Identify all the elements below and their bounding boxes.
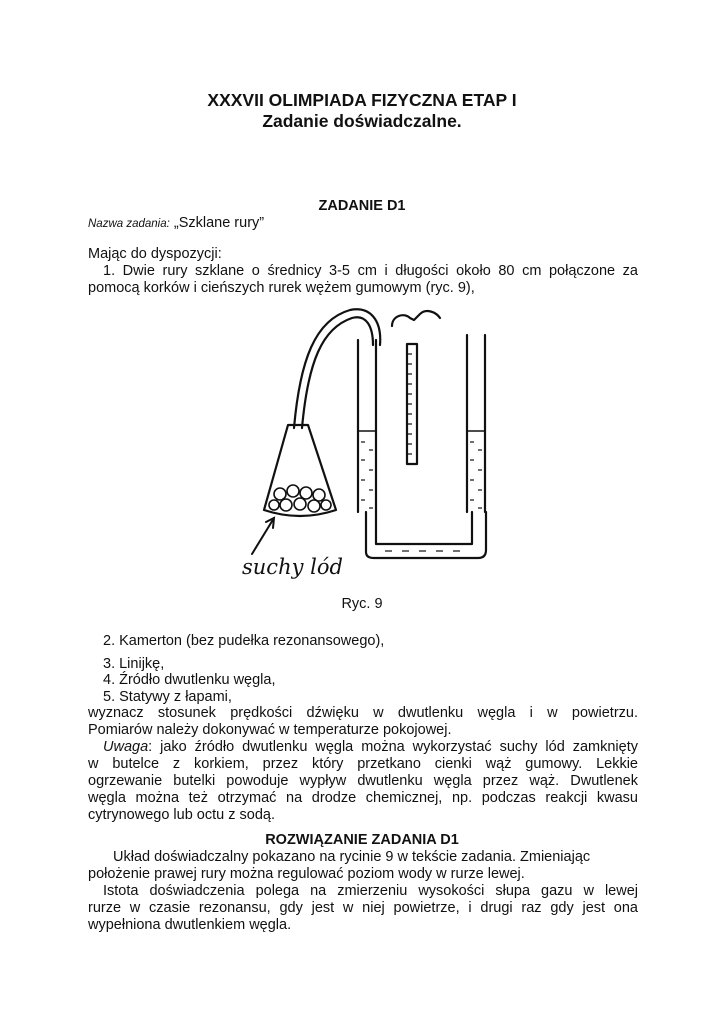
note-line-1 <box>103 738 638 756</box>
solution-p2-line-2: rurze w czasie rezonansu, gdy jest w niej powietrze, i drugi raz gdy jest ona <box>88 900 638 916</box>
task-name-value: „Szklane rury” <box>173 215 265 231</box>
task-name-label: Nazwa zadania: <box>88 218 170 230</box>
solution-p1-line-2: położenie prawej rury można regulować poziom wody w rurze lewej. <box>88 866 525 882</box>
note-text: : jako źródło dwutlenku węgla można wykorzystać suchy lód zamknięty <box>148 739 638 755</box>
dry-ice-label: suchy lód <box>242 555 343 579</box>
document-title: XXXVII OLIMPIADA FIZYCZNA ETAP I <box>207 90 517 110</box>
figure-caption: Ryc. 9 <box>341 596 383 612</box>
list-item-4: 4. Źródło dwutlenku węgla, <box>103 672 276 688</box>
apparatus-figure <box>240 300 510 590</box>
tuning-fork <box>392 311 440 326</box>
task-heading: ZADANIE D1 <box>318 198 406 214</box>
dry-ice-pieces <box>269 485 331 512</box>
note-label: Uwaga <box>103 739 149 755</box>
solution-p2-line-3: wypełniona dwutlenkiem węgla. <box>88 917 292 933</box>
list-item-1-line-1: 1. Dwie rury szklane o średnicy 3-5 cm i długości około 80 cm połączone za <box>103 263 638 279</box>
list-item-3: 3. Linijkę, <box>103 656 165 672</box>
note-line-4: węgla można też otrzymać na drodze chemicznej, np. podczas reakcji kwasu <box>88 790 638 806</box>
list-item-1-line-2: pomocą korków i cieńszych rurek wężem gumowym (ryc. 9), <box>88 280 475 296</box>
note-line-2: w butelce z korkiem, przez który przetkano cienki wąż gumowy. Lekkie <box>88 756 638 772</box>
list-item-2: 2. Kamerton (bez pudełka rezonansowego), <box>103 633 385 649</box>
dry-ice-container <box>264 425 336 516</box>
intro-text: Mając do dyspozycji: <box>88 246 222 262</box>
note-line-5: cytrynowego lub octu z sodą. <box>88 807 275 823</box>
arrow-icon <box>252 518 274 554</box>
task-name <box>88 214 638 233</box>
solution-p2-line-1: Istota doświadczenia polega na zmierzeniu wysokości słupa gazu w lewej <box>103 883 638 899</box>
document-subtitle: Zadanie doświadczalne. <box>262 111 462 131</box>
task-paragraph-line-1: wyznacz stosunek prędkości dźwięku w dwutlenku węgla i w powietrzu. <box>88 705 638 721</box>
list-item-5: 5. Statywy z łapami, <box>103 689 232 705</box>
solution-heading: ROZWIĄZANIE ZADANIA D1 <box>265 832 459 848</box>
solution-p1-line-1: Układ doświadczalny pokazano na rycinie 9 w tekście zadania. Zmieniając <box>113 849 591 865</box>
task-paragraph-line-2: Pomiarów należy dokonywać w temperaturze pokojowej. <box>88 722 452 738</box>
note-line-3: ogrzewanie butelki powoduje wypływ dwutlenku węgla przez wąż. Dwutlenek <box>88 773 638 789</box>
gas-hose-inner <box>302 317 373 428</box>
